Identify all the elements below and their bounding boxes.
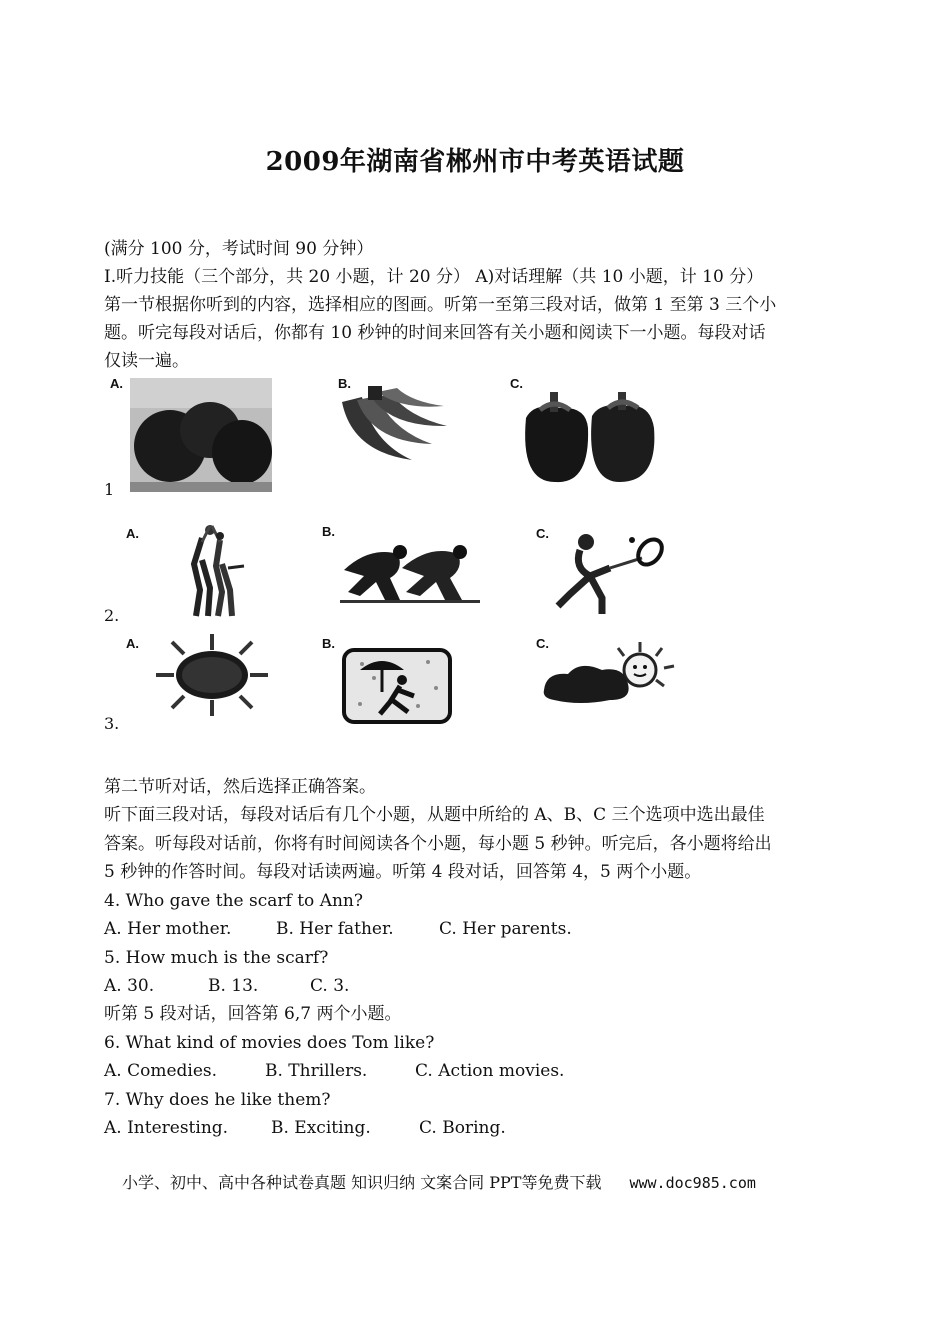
q1-label-a: A. <box>110 376 123 391</box>
section2-instruction-3: 5 秒钟的作答时间。每段对话读两遍。听第 4 段对话，回答第 4，5 两个小题。 <box>104 862 702 882</box>
q1-label-c: C. <box>510 376 523 391</box>
q5-option-c: C. 3. <box>310 976 350 996</box>
tennis-picture <box>550 528 674 618</box>
footer-url[interactable]: www.doc985.com <box>629 1174 756 1192</box>
footer <box>122 1170 756 1193</box>
intro-line-2: I.听力技能（三个部分，共 20 小题，计 20 分） A)对话理解（共 10 小题，计 10 分） <box>104 267 764 287</box>
q5-option-a: A. 30. <box>104 976 155 996</box>
intro-line-5: 仅读一遍。 <box>104 351 189 371</box>
section2-heading: 第二节听对话，然后选择正确答案。 <box>104 777 376 797</box>
question-4: 4. Who gave the scarf to Ann? <box>104 891 363 911</box>
intro-line-3: 第一节根据你听到的内容，选择相应的图画。听第一至第三段对话，做第 1 至第 3 三个小 <box>104 295 777 315</box>
q7-option-b: B. Exciting. <box>271 1118 371 1138</box>
q2-label-c: C. <box>536 526 549 541</box>
q1-number: 1 <box>104 480 115 499</box>
q6-option-b: B. Thrillers. <box>265 1061 368 1081</box>
footer-text: 小学、初中、高中各种试卷真题 知识归纳 文案合同 PPT等免费下载 <box>122 1173 602 1192</box>
q2-number: 2. <box>104 606 120 625</box>
sunny-picture <box>150 632 274 718</box>
q3-number: 3. <box>104 714 120 733</box>
q1-label-b: B. <box>338 376 351 391</box>
intro-line-4: 题。听完每段对话后，你都有 10 秒钟的时间来回答有关小题和阅读下一小题。每段对话 <box>104 323 766 343</box>
intro-line-1: (满分 100 分，考试时间 90 分钟） <box>104 239 374 259</box>
rainy-picture <box>342 648 452 724</box>
q3-label-a: A. <box>126 636 139 651</box>
basketball-picture <box>180 520 246 620</box>
question-6: 6. What kind of movies does Tom like? <box>104 1033 435 1053</box>
dialog-5-instruction: 听第 5 段对话，回答第 6,7 两个小题。 <box>104 1004 402 1024</box>
q4-option-b: B. Her father. <box>276 919 394 939</box>
q3-label-c: C. <box>536 636 549 651</box>
q4-option-a: A. Her mother. <box>104 919 232 939</box>
apples-picture <box>130 378 272 492</box>
question-5: 5. How much is the scarf? <box>104 948 329 968</box>
q5-option-b: B. 13. <box>208 976 259 996</box>
page-title: 2009年湖南省郴州市中考英语试题 <box>265 147 685 177</box>
q2-label-b: B. <box>322 524 335 539</box>
q3-label-b: B. <box>322 636 335 651</box>
skating-picture <box>340 540 480 604</box>
peppers-picture <box>520 388 660 486</box>
section2-instruction-1: 听下面三段对话，每段对话后有几个小题，从题中所给的 A、B、C 三个选项中选出最佳 <box>104 805 765 825</box>
q7-option-a: A. Interesting. <box>104 1118 229 1138</box>
question-7: 7. Why does he like them? <box>104 1090 331 1110</box>
q6-option-a: A. Comedies. <box>104 1061 218 1081</box>
q6-option-c: C. Action movies. <box>415 1061 565 1081</box>
q4-option-c: C. Her parents. <box>439 919 572 939</box>
bananas-picture <box>332 382 452 474</box>
q2-label-a: A. <box>126 526 139 541</box>
section2-instruction-2: 答案。听每段对话前，你将有时间阅读各个小题，每小题 5 秒钟。听完后，各小题将给出 <box>104 834 772 854</box>
q7-option-c: C. Boring. <box>419 1118 506 1138</box>
cloudy-sun-picture <box>540 640 680 710</box>
